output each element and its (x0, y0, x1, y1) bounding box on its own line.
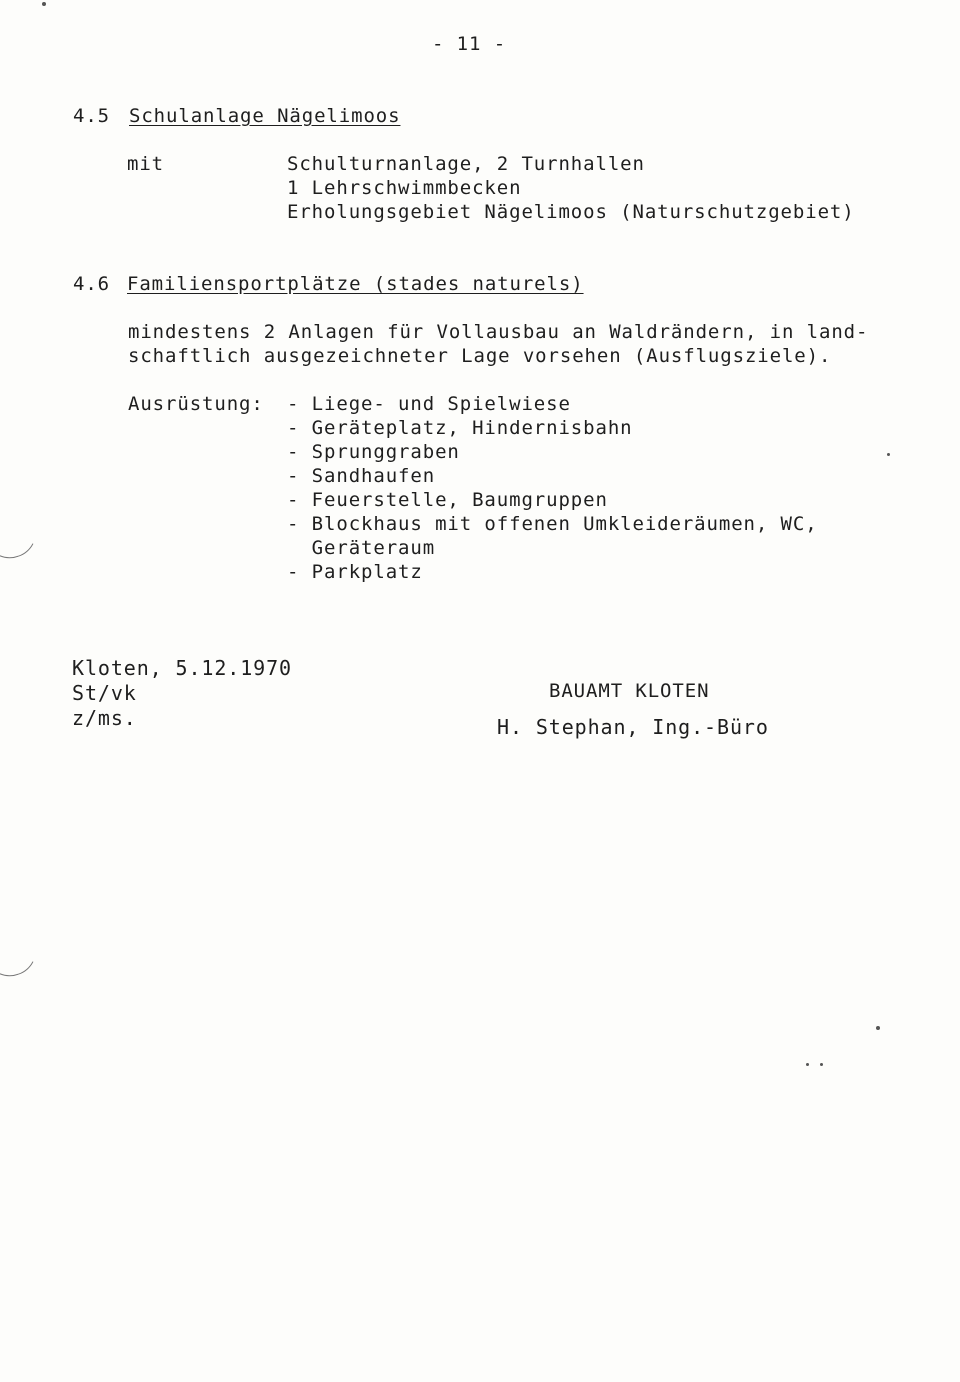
office-name: BAUAMT KLOTEN (549, 680, 710, 702)
section-4-5-item: Erholungsgebiet Nägelimoos (Naturschutzgebiet) (287, 201, 855, 223)
equipment-label: Ausrüstung: (128, 393, 264, 415)
section-4-5-title: Schulanlage Nägelimoos (129, 105, 401, 127)
section-4-5-number: 4.5 (73, 105, 111, 127)
reference-2: z/ms. (72, 706, 137, 730)
equipment-line: - Geräteplatz, Hindernisbahn (287, 417, 633, 439)
equipment-line: - Liege- und Spielwiese (287, 393, 571, 415)
place-date: Kloten, 5.12.1970 (72, 656, 292, 680)
punch-hole-mark (0, 505, 42, 565)
section-4-6-paragraph-line: schaftlich ausgezeichneter Lage vorsehen (Ausflugsziele). (128, 345, 832, 367)
punch-hole-mark (0, 923, 42, 983)
speck-mark (887, 453, 890, 456)
speck-mark (42, 2, 46, 6)
section-4-6-number: 4.6 (73, 273, 111, 295)
section-4-6-title: Familiensportplätze (stades naturels) (127, 273, 584, 295)
author-name: H. Stephan, Ing.-Büro (497, 715, 769, 739)
reference-1: St/vk (72, 681, 137, 705)
section-4-5-label: mit (127, 153, 165, 175)
speck-mark (876, 1026, 880, 1030)
equipment-line: - Sandhaufen (287, 465, 436, 487)
equipment-line: - Sprunggraben (287, 441, 460, 463)
section-4-5-item: 1 Lehrschwimmbecken (287, 177, 522, 199)
speck-mark (806, 1063, 809, 1066)
section-4-6-paragraph-line: mindestens 2 Anlagen für Vollausbau an Waldrändern, in land- (128, 321, 869, 343)
speck-mark (820, 1063, 823, 1066)
page-number: - 11 - (432, 33, 507, 55)
equipment-line: - Parkplatz (287, 561, 423, 583)
equipment-line: Geräteraum (287, 537, 436, 559)
section-4-5-item: Schulturnanlage, 2 Turnhallen (287, 153, 645, 175)
equipment-line: - Blockhaus mit offenen Umkleideräumen, WC, (287, 513, 818, 535)
equipment-line: - Feuerstelle, Baumgruppen (287, 489, 608, 511)
